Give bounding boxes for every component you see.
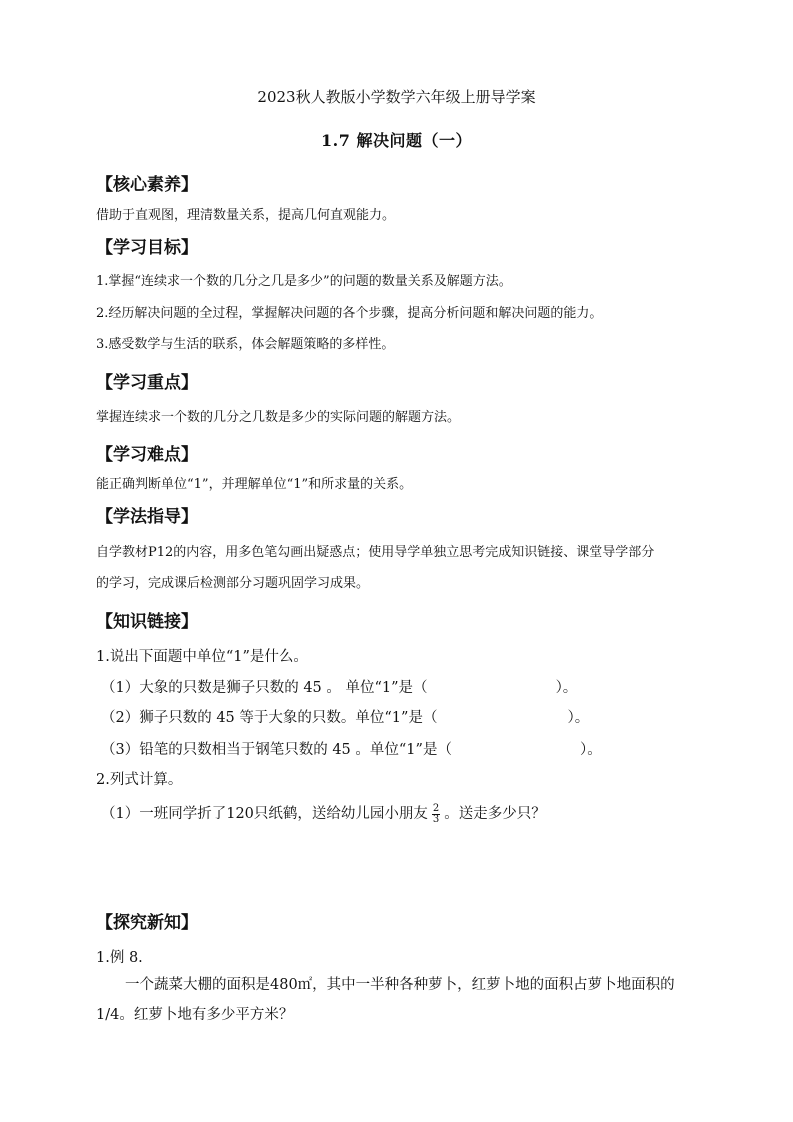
q2-item-1-end: 。送走多少只？ <box>444 806 546 822</box>
example-label: 1.例 8. <box>96 950 143 966</box>
difficulty-text: 能正确判断单位“1”，并理解单位“1”和所求量的关系。 <box>96 477 413 492</box>
knowledge-q2-item-1 <box>101 802 546 825</box>
fraction-two-thirds <box>432 804 440 825</box>
key-text: 掌握连续求一个数的几分之几数是多少的实际问题的解题方法。 <box>96 410 461 425</box>
difficulty-heading: 【学习难点】 <box>96 445 198 465</box>
q1-item-1-close: ）。 <box>555 680 578 696</box>
explore-heading: 【探究新知】 <box>96 913 198 933</box>
knowledge-q1-item-1 <box>101 676 577 697</box>
q1-item-2-close: ）。 <box>567 710 590 726</box>
example-problem: 一个蔬菜大棚的面积是480㎡，其中一半种各种萝卜，红萝卜地的面积占萝卜地面积的1/4。红萝卜地有多少平方米？ <box>96 977 675 1023</box>
method-text-line-1: 自学教材P12的内容，用多色笔勾画出疑惑点；使用导学单独立思考完成知识链接、课堂导学部分 <box>96 545 655 560</box>
q1-item-2-text: （2）狮子只数的 45 等于大象的只数。单位“1”是（ <box>101 710 438 726</box>
q2-item-1-text: （1）一班同学折了120只纸鹤，送给幼儿园小朋友 <box>101 806 428 822</box>
core-heading: 【核心素养】 <box>96 175 198 195</box>
q1-item-3-text: （3）铅笔的只数相当于钢笔只数的 45 。单位“1”是（ <box>101 742 452 758</box>
goals-heading: 【学习目标】 <box>96 238 198 258</box>
knowledge-q1: 1.说出下面题中单位“1”是什么。 <box>96 649 308 665</box>
method-text-line-2: 的学习，完成课后检测部分习题巩固学习成果。 <box>96 576 370 591</box>
method-heading: 【学法指导】 <box>96 507 198 527</box>
document-title: 2023秋人教版小学数学六年级上册导学案 <box>257 88 536 106</box>
knowledge-q2: 2.列式计算。 <box>96 772 183 788</box>
core-text: 借助于直观图，理清数量关系，提高几何直观能力。 <box>96 208 396 223</box>
fraction-denominator: 3 <box>432 813 440 825</box>
lesson-subtitle: 1.7 解决问题（一） <box>321 131 472 150</box>
knowledge-heading: 【知识链接】 <box>96 612 198 632</box>
q1-item-3-close: ）。 <box>579 742 602 758</box>
goal-item-1: 1.掌握“连续求一个数的几分之几是多少”的问题的数量关系及解题方法。 <box>96 274 512 289</box>
knowledge-q1-item-3 <box>101 738 602 759</box>
goal-item-2: 2.经历解决问题的全过程，掌握解决问题的各个步骤，提高分析问题和解决问题的能力。 <box>96 306 603 321</box>
goal-item-3: 3.感受数学与生活的联系，体会解题策略的多样性。 <box>96 337 395 352</box>
key-heading: 【学习重点】 <box>96 373 198 393</box>
q1-item-1-text: （1）大象的只数是狮子只数的 45 。 单位“1”是（ <box>101 680 428 696</box>
fraction-numerator: 2 <box>432 802 440 814</box>
knowledge-q1-item-2 <box>101 706 589 727</box>
